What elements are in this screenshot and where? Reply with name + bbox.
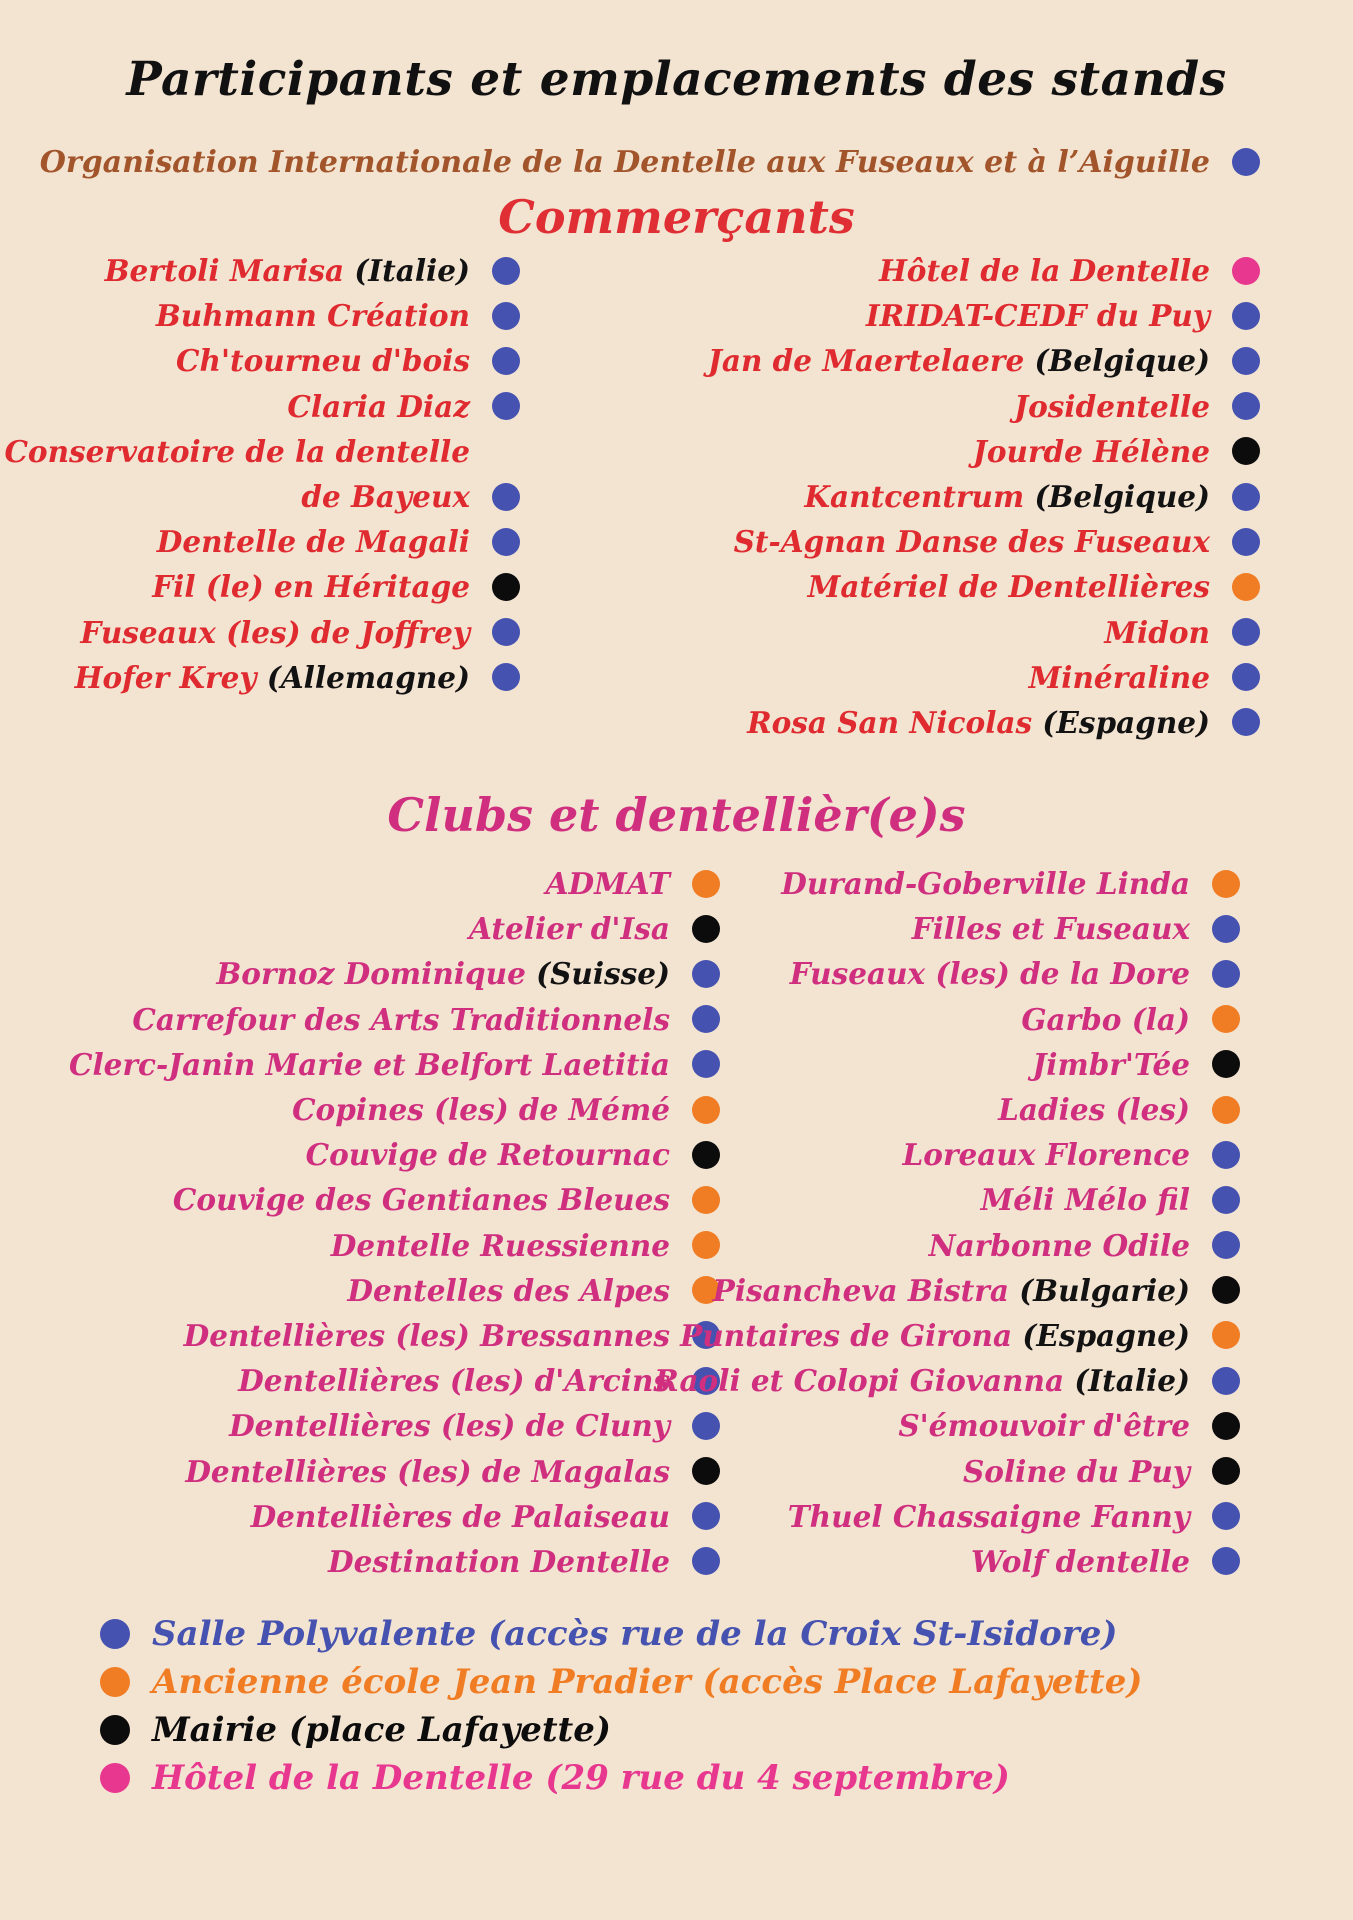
participant-name: Méli Mélo fil (980, 1182, 1190, 1218)
section-title-commercants: Commerçants (498, 190, 855, 244)
participant-name: Pisancheva Bistra (712, 1272, 1009, 1308)
location-dot-icon (1212, 1547, 1240, 1575)
participant-country: (Espagne) (1032, 704, 1210, 740)
location-dot-icon (1232, 347, 1260, 375)
location-dot-icon (1212, 1231, 1240, 1259)
participant-row (660, 997, 1240, 1042)
participant-name: Minéraline (1028, 659, 1210, 695)
section-title-clubs: Clubs et dentellièr(e)s (387, 788, 966, 842)
page-title: Participants et emplacements des stands (126, 52, 1227, 107)
participant-name: ADMAT (545, 866, 670, 902)
participant-name: Josidentelle (1014, 388, 1210, 424)
participant-name: Thuel Chassaigne Fanny (787, 1498, 1190, 1534)
location-dot-icon (1212, 915, 1240, 943)
participant-name: Dentellières (les) de Magalas (185, 1453, 670, 1489)
participant-name: Dentellières de Palaiseau (250, 1498, 670, 1534)
location-dot-icon (1212, 1457, 1240, 1485)
participant-row (650, 474, 1260, 519)
location-dot-icon (492, 573, 520, 601)
participant-row (0, 248, 520, 293)
participant-name: Hofer Krey (74, 659, 257, 695)
participant-name: Fil (le) en Héritage (152, 569, 470, 605)
location-dot-icon (1232, 302, 1260, 330)
participant-row (0, 861, 720, 906)
location-dot-icon (1212, 1005, 1240, 1033)
participant-row (0, 610, 520, 655)
participant-name: Soline du Puy (963, 1453, 1190, 1489)
participant-row (0, 1177, 720, 1222)
participant-row (660, 1403, 1240, 1448)
participant-name: Matériel de Dentellières (807, 569, 1210, 605)
participant-row (0, 1448, 720, 1493)
participant-row (0, 906, 720, 951)
commercants-left-column (0, 248, 520, 700)
location-dot-icon (1212, 1502, 1240, 1530)
location-dot-icon (492, 392, 520, 420)
participant-row (0, 1042, 720, 1087)
participant-row (650, 519, 1260, 564)
participant-name: Copines (les) de Mémé (292, 1092, 670, 1128)
participant-row (0, 384, 520, 429)
location-dot-icon (1232, 392, 1260, 420)
clubs-left-column (0, 861, 720, 1584)
participant-row (0, 564, 520, 609)
participant-country: (Allemagne) (256, 659, 470, 695)
participant-row (0, 1539, 720, 1584)
participant-name: Jimbr'Tée (1032, 1046, 1190, 1082)
location-dot-icon (492, 302, 520, 330)
participant-row (0, 1223, 720, 1268)
participant-name: Narbonne Odile (928, 1227, 1190, 1263)
participant-name: Ch'tourneu d'bois (176, 343, 470, 379)
participant-name: Fuseaux (les) de Joffrey (80, 614, 470, 650)
participant-row (660, 1177, 1240, 1222)
location-dot-icon (1212, 960, 1240, 988)
legend-label: Salle Polyvalente (accès rue de la Croix St-Isidore) (152, 1614, 1118, 1654)
participant-name: S'émouvoir d'être (898, 1408, 1190, 1444)
participant-name: St-Agnan Danse des Fuseaux (733, 524, 1210, 560)
organisation-name: Organisation Internationale de la Dentelle aux Fuseaux et à l’Aiguille (39, 144, 1210, 180)
participant-name: Ladies (les) (998, 1092, 1190, 1128)
legend-dot-icon (100, 1619, 130, 1649)
participant-row (0, 1313, 720, 1358)
participant-row (0, 1358, 720, 1403)
participant-row (0, 1087, 720, 1132)
participant-name: Dentellières (les) de Cluny (229, 1408, 670, 1444)
location-dot-icon (1212, 1321, 1240, 1349)
participant-row (650, 610, 1260, 655)
location-dot-icon (492, 483, 520, 511)
participant-name: Conservatoire de la dentelle (4, 433, 470, 469)
participant-country: (Bulgarie) (1008, 1272, 1190, 1308)
participant-row (650, 700, 1260, 745)
participant-row (660, 1268, 1240, 1313)
legend-item (100, 1706, 1142, 1754)
legend-dot-icon (100, 1667, 130, 1697)
participant-country: (Belgique) (1024, 479, 1210, 515)
participant-country: (Espagne) (1012, 1317, 1190, 1353)
legend-item (100, 1610, 1142, 1658)
participant-row (660, 906, 1240, 951)
location-dot-icon (1212, 1050, 1240, 1078)
participant-name: Couvige de Retournac (305, 1137, 670, 1173)
participant-name: Loreaux Florence (902, 1137, 1190, 1173)
participant-name: Puntaires de Girona (680, 1317, 1013, 1353)
location-dot-icon (1232, 573, 1260, 601)
participant-country: (Italie) (1064, 1363, 1190, 1399)
participant-row (660, 1132, 1240, 1177)
location-dot-icon (1232, 618, 1260, 646)
legend (100, 1610, 1142, 1802)
participant-name: Couvige des Gentianes Bleues (172, 1182, 670, 1218)
participant-row (0, 519, 520, 564)
participant-row (654, 1358, 1240, 1403)
participant-country: (Suisse) (525, 956, 670, 992)
location-dot-icon (1212, 1367, 1240, 1395)
participant-name: Raoli et Colopi Giovanna (654, 1363, 1065, 1399)
participant-country: (Belgique) (1024, 343, 1210, 379)
participant-row (660, 1539, 1240, 1584)
participant-row (0, 474, 520, 519)
participant-row (0, 655, 520, 700)
participant-row (660, 951, 1240, 996)
location-dot-icon (1232, 148, 1260, 176)
participant-name: Garbo (la) (1021, 1001, 1190, 1037)
participant-name: Dentellières (les) d'Arcins (238, 1363, 670, 1399)
participant-name: Dentelle Ruessienne (330, 1227, 670, 1263)
participant-row (0, 338, 520, 383)
legend-label: Mairie (place Lafayette) (152, 1710, 611, 1750)
participant-name: IRIDAT-CEDF du Puy (865, 298, 1210, 334)
participant-row (0, 1494, 720, 1539)
participant-row (650, 564, 1260, 609)
participant-row (0, 429, 520, 474)
location-dot-icon (1212, 1096, 1240, 1124)
legend-item (100, 1658, 1142, 1706)
participant-row (660, 1313, 1240, 1358)
participant-name: Fuseaux (les) de la Dore (789, 956, 1190, 992)
participant-name: Rosa San Nicolas (747, 704, 1033, 740)
participant-row (650, 384, 1260, 429)
legend-dot-icon (100, 1715, 130, 1745)
participant-row (650, 655, 1260, 700)
participant-row (0, 951, 720, 996)
location-dot-icon (1212, 1186, 1240, 1214)
location-dot-icon (1232, 663, 1260, 691)
participant-row (660, 1494, 1240, 1539)
participant-name: Filles et Fuseaux (911, 911, 1190, 947)
participant-name: Bertoli Marisa (104, 253, 345, 289)
participant-name: de Bayeux (301, 479, 470, 515)
participant-row (660, 1087, 1240, 1132)
location-dot-icon (492, 528, 520, 556)
participant-name: Buhmann Création (155, 298, 470, 334)
participant-country: (Italie) (344, 253, 470, 289)
legend-label: Hôtel de la Dentelle (29 rue du 4 septembre) (152, 1758, 1010, 1798)
participant-row (650, 429, 1260, 474)
participant-row (650, 338, 1260, 383)
participant-name: Clerc-Janin Marie et Belfort Laetitia (69, 1046, 670, 1082)
legend-item (100, 1754, 1142, 1802)
participant-name: Wolf dentelle (971, 1543, 1190, 1579)
participant-name: Destination Dentelle (328, 1543, 670, 1579)
participant-row (660, 1223, 1240, 1268)
location-dot-icon (1212, 1412, 1240, 1440)
location-dot-icon (1232, 437, 1260, 465)
legend-dot-icon (100, 1763, 130, 1793)
location-dot-icon (1232, 483, 1260, 511)
location-dot-icon (1232, 708, 1260, 736)
location-dot-icon (1232, 528, 1260, 556)
participant-row (0, 1403, 720, 1448)
commercants-right-column (650, 248, 1260, 745)
location-dot-icon (492, 347, 520, 375)
clubs-right-column (654, 861, 1240, 1584)
participant-name: Claria Diaz (287, 388, 470, 424)
location-dot-icon (492, 257, 520, 285)
participant-name: Bornoz Dominique (216, 956, 526, 992)
location-dot-icon (1212, 1141, 1240, 1169)
participant-name: Midon (1104, 614, 1210, 650)
participant-row (650, 248, 1260, 293)
location-dot-icon (1212, 870, 1240, 898)
participant-row (0, 1132, 720, 1177)
legend-label: Ancienne école Jean Pradier (accès Place Lafayette) (152, 1662, 1143, 1702)
participant-row (660, 1448, 1240, 1493)
participant-name: Dentelle de Magali (156, 524, 470, 560)
participant-name: Jan de Maertelaere (707, 343, 1025, 379)
participant-row (660, 861, 1240, 906)
participant-name: Jourde Hélène (972, 433, 1210, 469)
location-dot-icon (1232, 257, 1260, 285)
participant-row (650, 293, 1260, 338)
participant-name: Carrefour des Arts Traditionnels (132, 1001, 670, 1037)
participant-row (0, 293, 520, 338)
participant-name: Durand-Goberville Linda (781, 866, 1190, 902)
location-dot-icon (492, 663, 520, 691)
participant-row (660, 1042, 1240, 1087)
organisation-row (0, 140, 1260, 184)
participant-name: Hôtel de la Dentelle (878, 253, 1210, 289)
participant-name: Kantcentrum (804, 479, 1025, 515)
participant-row (0, 997, 720, 1042)
participant-name: Atelier d'Isa (469, 911, 670, 947)
participant-name: Dentelles des Alpes (347, 1272, 670, 1308)
location-dot-icon (1212, 1276, 1240, 1304)
participant-row (0, 1268, 720, 1313)
location-dot-icon (492, 618, 520, 646)
participant-name: Dentellières (les) Bressannes (183, 1317, 670, 1353)
